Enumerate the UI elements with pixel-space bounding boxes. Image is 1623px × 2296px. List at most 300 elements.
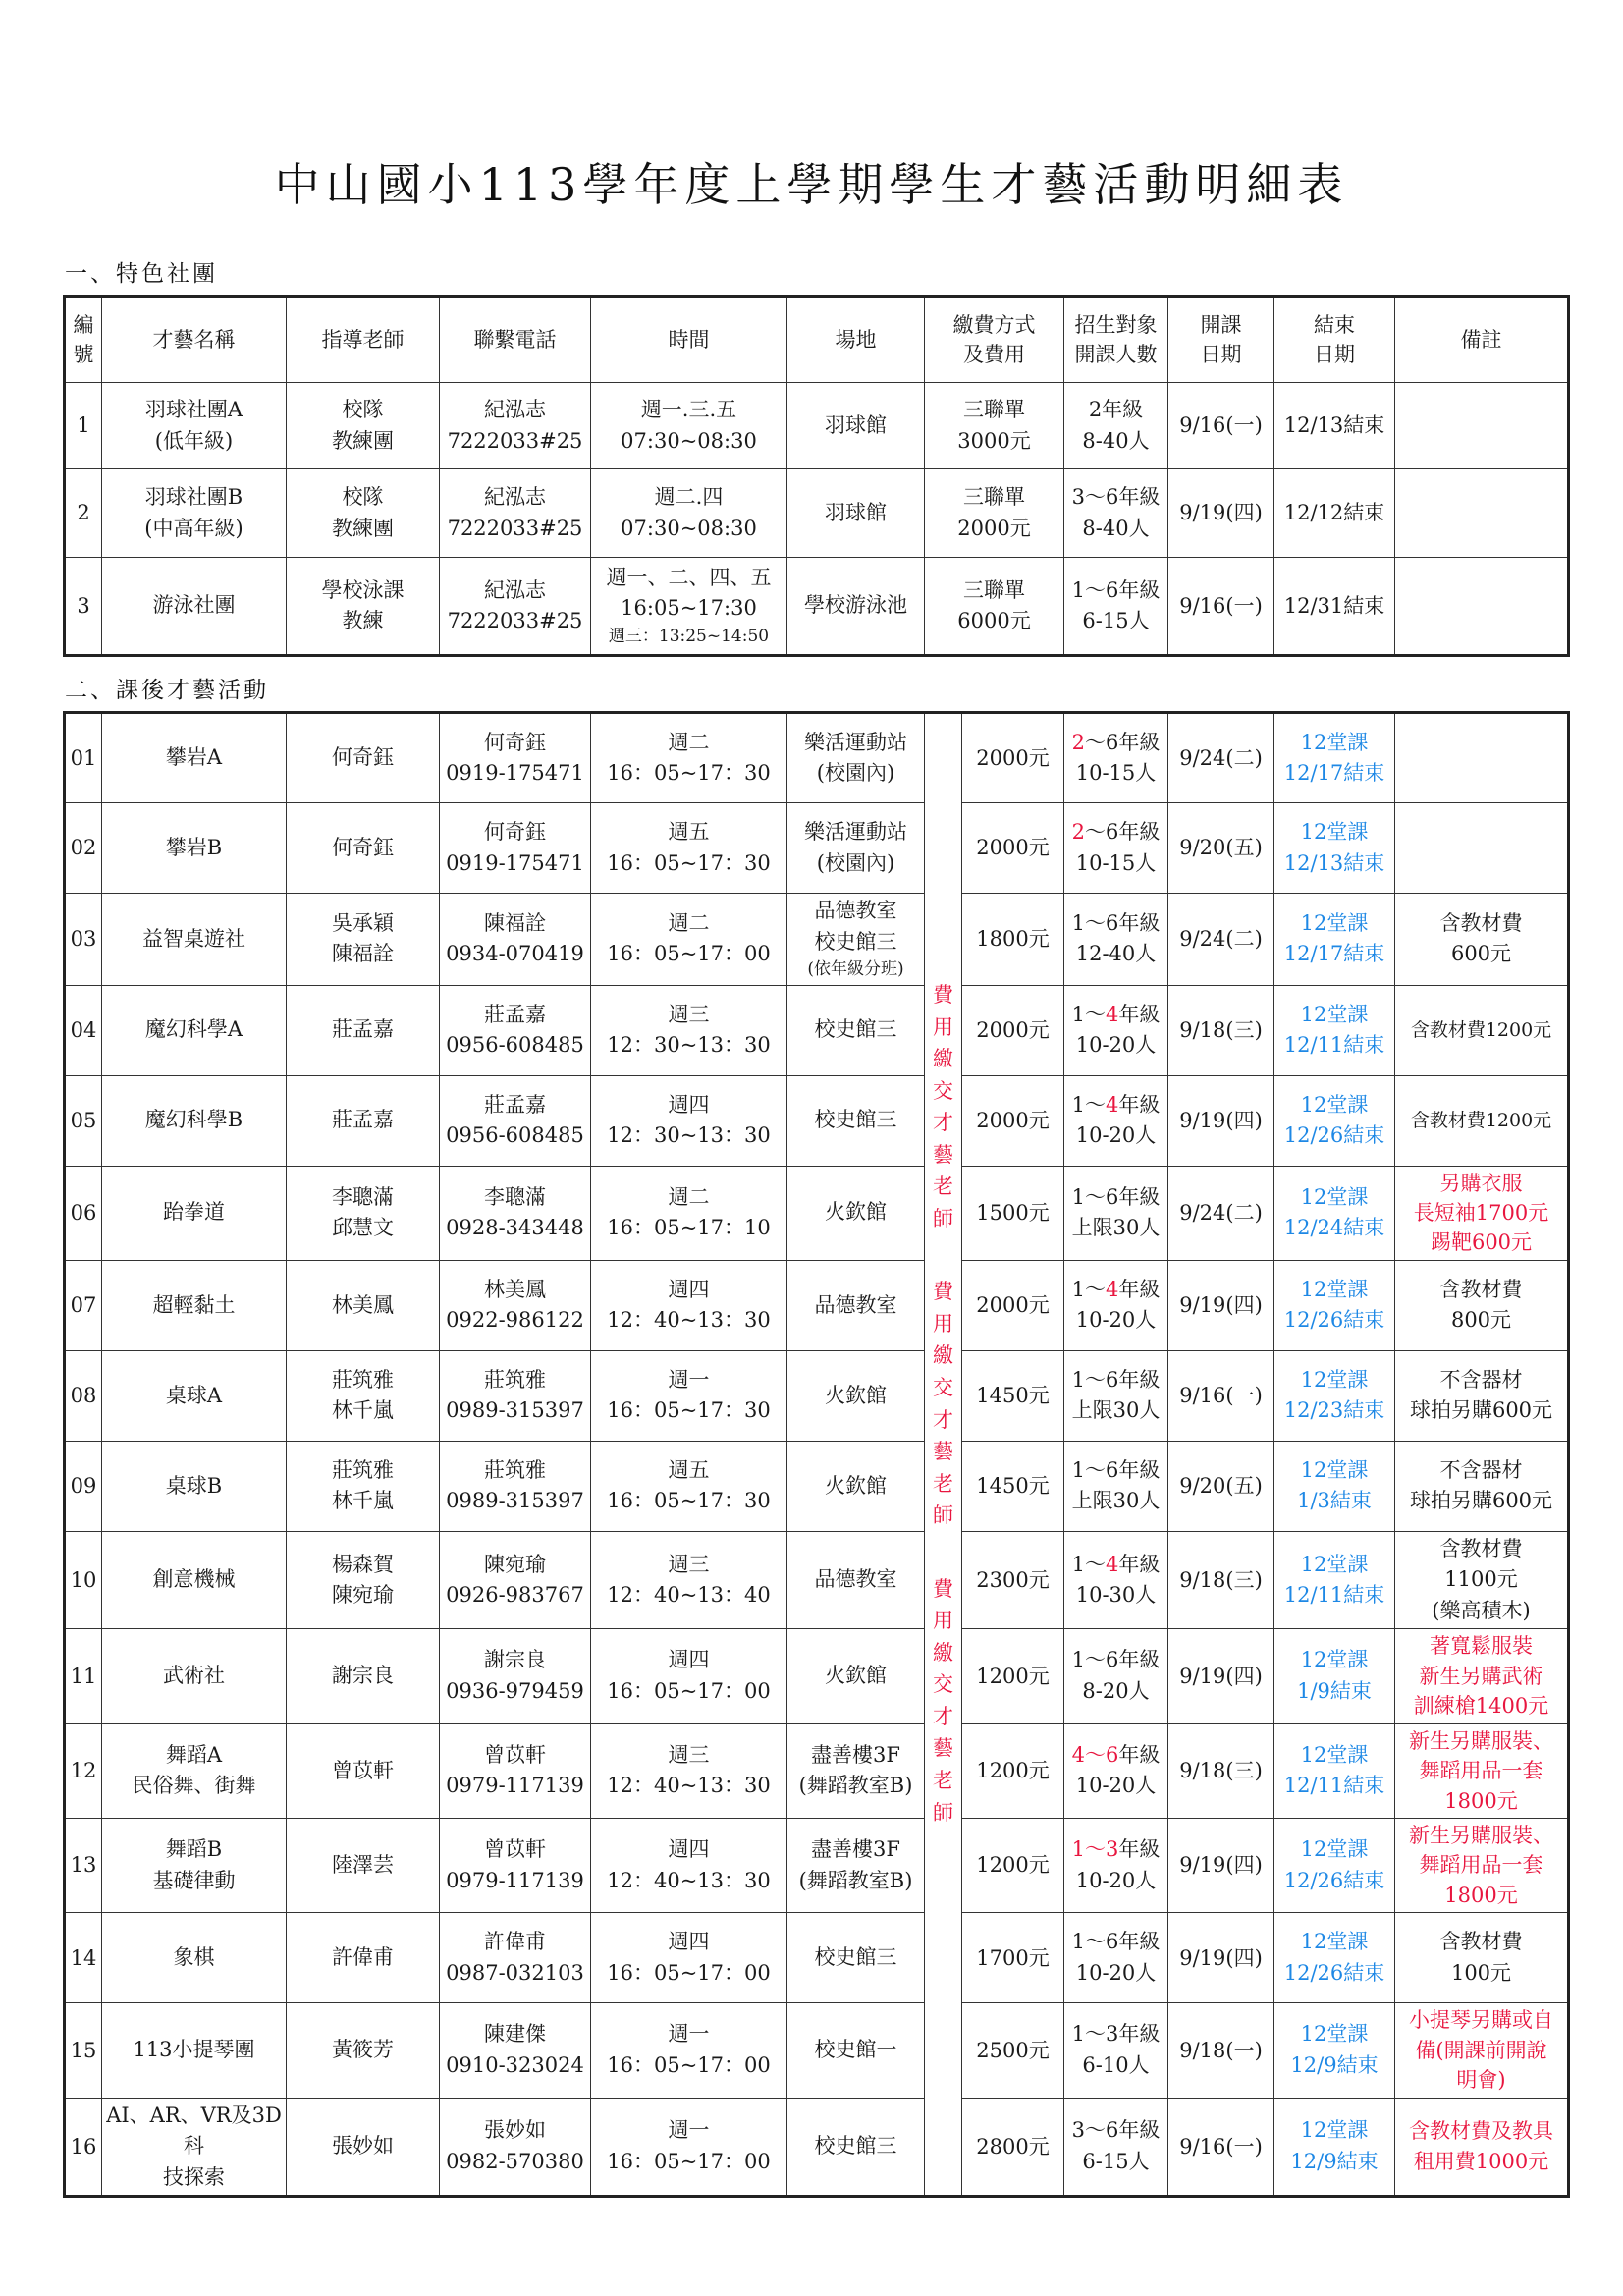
target-grade [1068, 1182, 1163, 1214]
cell-line: 羽球社團A [144, 398, 243, 421]
cell-phone [440, 894, 591, 986]
cell-line: 技探索 [163, 2164, 225, 2189]
activity-row [65, 1629, 1569, 1723]
cell-end: 12/31結束 [1274, 558, 1395, 656]
cell-line: 三聯單 [963, 398, 1025, 421]
target-count: 10-20人 [1075, 1033, 1157, 1057]
cell-teacher [287, 1350, 440, 1441]
cell-time [591, 803, 787, 894]
cell-line: 三聯單 [963, 577, 1025, 602]
cell-line: (校園內) [816, 850, 895, 875]
cell-target [1064, 803, 1168, 894]
cell-line: (舞蹈教室B) [798, 1868, 913, 1892]
activity-row [65, 1441, 1569, 1531]
cell-phone [440, 985, 591, 1075]
vertical-char: 老 [933, 1175, 953, 1199]
cell-line: 0926-983767 [446, 1583, 584, 1608]
cell-fee: 1450元 [962, 1350, 1064, 1441]
cell-target [1064, 1818, 1168, 1912]
cell-fee: 2000元 [962, 713, 1064, 803]
cell-line: (低年級) [154, 428, 234, 453]
cell-fee: 1450元 [962, 1441, 1064, 1531]
cell-teacher [287, 1629, 440, 1723]
cell-place [787, 1723, 925, 1818]
lesson-count: 12堂課 [1300, 910, 1369, 935]
cell-teacher [287, 1723, 440, 1818]
cell-time [591, 894, 787, 986]
row-number: 08 [65, 1350, 102, 1441]
cell-line: 開課人數 [1074, 343, 1158, 366]
cell-phone [440, 1350, 591, 1441]
cell-line: 益智桌遊社 [142, 926, 245, 951]
cell-line: 週五 [668, 820, 710, 844]
target-grade-rest: 1～6年級 [1071, 1648, 1161, 1672]
cell-end [1274, 1350, 1395, 1441]
cell-teacher [287, 985, 440, 1075]
target-count: 6-15人 [1082, 2149, 1150, 2173]
cell-name [102, 383, 287, 469]
lesson-count: 12堂課 [1300, 1367, 1369, 1392]
cell-line: 球拍另購600元 [1409, 1398, 1553, 1423]
cell-line: 舞蹈B [165, 1837, 223, 1862]
cell-place [787, 894, 925, 986]
cell-teacher [287, 383, 440, 469]
activity-row [65, 1350, 1569, 1441]
cell-line: 16：05~17：30 [607, 850, 771, 875]
cell-line: 0936-979459 [446, 1678, 584, 1703]
row-number: 2 [65, 469, 102, 558]
lesson-count: 12堂課 [1300, 1648, 1369, 1672]
target-grade-highlight: 4 [1106, 1002, 1119, 1026]
row-number: 12 [65, 1723, 102, 1818]
cell-line: 舞蹈A [165, 1742, 223, 1767]
target-grade [1068, 1000, 1163, 1031]
cell-line: 週一 [668, 2022, 710, 2047]
lesson-count: 12堂課 [1300, 820, 1369, 844]
cell-line: 16：05~17：00 [607, 2149, 771, 2173]
row-number: 14 [65, 1913, 102, 2003]
cell-line: 長短袖1700元 [1413, 1200, 1549, 1225]
header-time: 時間 [591, 297, 787, 383]
cell-end [1274, 1441, 1395, 1531]
cell-place [787, 985, 925, 1075]
target-grade [1068, 1927, 1163, 1958]
cell-note [1395, 1350, 1569, 1441]
target-grade-rest: ～6年級 [1085, 730, 1161, 754]
cell-fee: 1200元 [962, 1723, 1064, 1818]
lesson-count: 12堂課 [1300, 1002, 1369, 1026]
cell-line: 學校游泳池 [804, 593, 907, 618]
cell-line: 含教材費 [1439, 1930, 1523, 1954]
vertical-char: 師 [933, 1503, 953, 1528]
target-count: 10-20人 [1075, 1868, 1157, 1892]
cell-start: 9/19(四) [1168, 1075, 1274, 1166]
cell-line: 日期 [1314, 343, 1355, 366]
cell-place [787, 1441, 925, 1531]
cell-line: 不含器材 [1439, 1457, 1523, 1482]
vertical-char: 才 [933, 1407, 953, 1432]
cell-line: 魔幻科學B [144, 1108, 243, 1132]
cell-target [1064, 894, 1168, 986]
cell-line: 0919-175471 [446, 761, 584, 785]
end-date: 12/23結束 [1283, 1398, 1385, 1423]
cell-line: 0956-608485 [446, 1123, 584, 1147]
cell-line: 羽球社團B [144, 485, 243, 509]
cell-line: 12：40~13：40 [607, 1583, 771, 1608]
cell-line: 號 [73, 343, 94, 366]
row-number: 01 [65, 713, 102, 803]
activity-row [65, 1818, 1569, 1912]
row-number: 16 [65, 2098, 102, 2197]
cell-line: 莊孟嘉 [332, 1108, 394, 1132]
cell-start: 9/19(四) [1168, 469, 1274, 558]
cell-line: 含教材費 [1439, 1536, 1523, 1560]
cell-note [1395, 713, 1569, 803]
cell-line: 日期 [1200, 343, 1242, 366]
cell-teacher [287, 1075, 440, 1166]
cell-line: 16：05~17：30 [607, 1489, 771, 1513]
cell-line: 許偉甫 [484, 1930, 546, 1954]
cell-line: 吳承穎 [332, 910, 394, 935]
cell-time [591, 1260, 787, 1350]
cell-line: 校史館三 [814, 1017, 897, 1042]
cell-line: 楊森賀 [332, 1552, 394, 1576]
target-grade-highlight: 4 [1106, 1092, 1119, 1117]
row-number: 3 [65, 558, 102, 656]
cell-line: 6000元 [957, 609, 1031, 632]
header-row [65, 297, 1569, 383]
vertical-char: 藝 [933, 1142, 953, 1167]
cell-end: 12/13結束 [1274, 383, 1395, 469]
cell-line: 樂活運動站 [804, 730, 907, 754]
cell-name [102, 1531, 287, 1629]
cell-note [1395, 1531, 1569, 1629]
target-grade-rest: ～6年級 [1085, 820, 1161, 844]
cell-line: 樂活運動站 [804, 820, 907, 844]
end-date: 12/11結束 [1283, 1033, 1385, 1057]
cell-line: 品德教室 [814, 899, 897, 922]
cell-line: 週四 [668, 1648, 710, 1672]
cell-fee: 1200元 [962, 1629, 1064, 1723]
cell-end [1274, 1913, 1395, 2003]
cell-line: 跆拳道 [163, 1200, 225, 1225]
target-grade-highlight: 1～3 [1071, 1837, 1119, 1862]
cell-end [1274, 1166, 1395, 1260]
cell-teacher [287, 894, 440, 986]
target-grade [1068, 1455, 1163, 1487]
cell-line: 訓練槍1400元 [1413, 1694, 1549, 1719]
cell-teacher [287, 469, 440, 558]
cell-end [1274, 2098, 1395, 2197]
cell-name [102, 1075, 287, 1166]
target-count: 8-20人 [1082, 1678, 1150, 1703]
cell-line: 12：30~13：30 [607, 1033, 771, 1057]
cell-line: 0919-175471 [446, 850, 584, 875]
cell-line: 週一.三.五 [640, 398, 737, 421]
cell-fee: 1200元 [962, 1818, 1064, 1912]
cell-line: 12：40~13：30 [607, 1774, 771, 1798]
lesson-count: 12堂課 [1300, 1552, 1369, 1576]
cell-note [1395, 1075, 1569, 1166]
activity-row [65, 985, 1569, 1075]
cell-start: 9/24(二) [1168, 713, 1274, 803]
header-name: 才藝名稱 [102, 297, 287, 383]
cell-place [787, 1913, 925, 2003]
cell-line: 週三：13:25~14:50 [608, 626, 770, 646]
cell-line: 16:05~17:30 [621, 596, 757, 621]
cell-name [102, 1260, 287, 1350]
cell-line: 何奇鈺 [332, 835, 394, 859]
cell-start: 9/18(三) [1168, 1723, 1274, 1818]
cell-line: 校史館三 [814, 1108, 897, 1132]
cell-line: 113小提琴團 [133, 2038, 255, 2062]
cell-teacher [287, 558, 440, 656]
target-grade [1068, 1740, 1163, 1772]
cell-target [1064, 985, 1168, 1075]
cell-line: 週二 [668, 1184, 710, 1209]
cell-line: 週二 [668, 730, 710, 754]
cell-place [787, 2003, 925, 2098]
cell-target [1064, 1075, 1168, 1166]
cell-name [102, 558, 287, 656]
cell-phone [440, 1075, 591, 1166]
cell-name [102, 1913, 287, 2003]
cell-teacher [287, 1260, 440, 1350]
cell-line: 含教材費 [1439, 910, 1523, 935]
cell-phone [440, 2003, 591, 2098]
cell-time [591, 1441, 787, 1531]
vertical-char: 用 [933, 1311, 953, 1336]
cell-phone [440, 1441, 591, 1531]
end-date: 1/3結束 [1297, 1489, 1372, 1513]
target-count: 上限30人 [1071, 1216, 1161, 1240]
cell-line: 球拍另購600元 [1409, 1489, 1553, 1513]
cell-phone [440, 383, 591, 469]
cell-line: 0987-032103 [446, 1960, 584, 1985]
cell-line: 2000元 [957, 516, 1031, 540]
cell-name [102, 1441, 287, 1531]
page-title: 中山國小113學年度上學期學生才藝活動明細表 [274, 158, 1349, 211]
cell-target [1064, 1441, 1168, 1531]
cell-note [1395, 1441, 1569, 1531]
cell-end [1274, 1531, 1395, 1629]
vertical-char: 費 [933, 983, 953, 1007]
cell-name [102, 1350, 287, 1441]
cell-line: 紀泓志 [484, 485, 546, 509]
cell-name [102, 985, 287, 1075]
cell-line: 桌球B [165, 1473, 223, 1498]
cell-end [1274, 1723, 1395, 1818]
vertical-char: 藝 [933, 1736, 953, 1761]
cell-name [102, 1723, 287, 1818]
cell-start: 9/20(五) [1168, 1441, 1274, 1531]
vertical-char: 師 [933, 1206, 953, 1230]
cell-fee: 2500元 [962, 2003, 1064, 2098]
cell-line: 含教材費1200元 [1410, 1109, 1552, 1131]
cell-phone [440, 1531, 591, 1629]
cell-line: 編 [73, 312, 94, 337]
cell-fee: 1800元 [962, 894, 1064, 986]
cell-target [1064, 1629, 1168, 1723]
cell-line: 含教材費1200元 [1410, 1018, 1552, 1041]
activity-row [65, 2098, 1569, 2197]
cell-line: 三聯單 [963, 485, 1025, 509]
cell-target [1064, 2098, 1168, 2197]
end-date: 12/9結束 [1290, 2149, 1379, 2173]
cell-line: 攀岩B [165, 835, 223, 859]
end-date: 12/9結束 [1290, 2052, 1379, 2077]
row-number: 15 [65, 2003, 102, 2098]
cell-start: 9/19(四) [1168, 1629, 1274, 1723]
cell-place [787, 469, 925, 558]
target-grade [1068, 1550, 1163, 1581]
cell-line: 盡善樓3F [811, 1837, 900, 1862]
row-number: 05 [65, 1075, 102, 1166]
cell-place [787, 1350, 925, 1441]
lesson-count: 12堂課 [1300, 1457, 1369, 1482]
cell-note [1395, 1723, 1569, 1818]
cell-line: 陸澤芸 [332, 1852, 394, 1877]
cell-line: 12：40~13：30 [607, 1868, 771, 1892]
cell-line: 7222033#25 [447, 609, 583, 632]
cell-line: 週五 [668, 1457, 710, 1482]
vertical-payment-note [925, 713, 962, 2197]
cell-line: 莊筑雅 [484, 1367, 546, 1392]
target-count: 10-30人 [1075, 1583, 1157, 1608]
vertical-char: 交 [933, 1672, 953, 1697]
target-grade-rest: 年級 [1118, 1092, 1161, 1117]
cell-start: 9/16(一) [1168, 558, 1274, 656]
cell-start: 9/16(一) [1168, 1350, 1274, 1441]
cell-end [1274, 985, 1395, 1075]
cell-target [1064, 1166, 1168, 1260]
cell-phone [440, 803, 591, 894]
cell-name [102, 894, 287, 986]
vertical-char: 老 [933, 1471, 953, 1496]
activity-row [65, 1913, 1569, 2003]
cell-target [1064, 713, 1168, 803]
activity-row [65, 894, 1569, 986]
cell-time [591, 2003, 787, 2098]
cell-line: 林千嵐 [332, 1398, 394, 1423]
cell-line: 踢靶600元 [1430, 1230, 1533, 1255]
cell-line: 基礎律動 [152, 1868, 236, 1892]
cell-line: 羽球館 [825, 500, 887, 524]
target-grade [1068, 2019, 1163, 2050]
vertical-char: 交 [933, 1376, 953, 1400]
cell-line: 超輕黏土 [152, 1292, 236, 1317]
cell-name [102, 469, 287, 558]
cell-fee: 1700元 [962, 1913, 1064, 2003]
row-number: 03 [65, 894, 102, 986]
cell-line: 0910-323024 [446, 2052, 584, 2077]
cell-note [1395, 1260, 1569, 1350]
cell-phone [440, 713, 591, 803]
vertical-char: 用 [933, 1609, 953, 1633]
cell-line: 新生另購武術 [1419, 1664, 1543, 1688]
cell-note [1395, 1913, 1569, 2003]
cell-line: 1～6年級 [1071, 577, 1161, 602]
end-date: 12/26結束 [1283, 1123, 1385, 1147]
cell-time [591, 985, 787, 1075]
row-number: 06 [65, 1166, 102, 1260]
cell-fee: 1500元 [962, 1166, 1064, 1260]
cell-line: 100元 [1450, 1960, 1512, 1985]
cell-line: 火欽館 [825, 1383, 887, 1407]
cell-end [1274, 2003, 1395, 2098]
cell-line: 小提琴另購或自 [1409, 2008, 1553, 2033]
cell-name [102, 1629, 287, 1723]
cell-line: 1100元 [1444, 1567, 1518, 1592]
cell-line: 另購衣服 [1439, 1171, 1523, 1195]
end-date: 12/26結束 [1283, 1868, 1385, 1892]
cell-line: 7222033#25 [447, 428, 583, 453]
cell-line: 何奇鈺 [332, 745, 394, 770]
cell-end [1274, 1260, 1395, 1350]
end-date: 12/17結束 [1283, 942, 1385, 966]
cell-phone [440, 1629, 591, 1723]
target-count: 上限30人 [1071, 1398, 1161, 1423]
header-end [1274, 297, 1395, 383]
section-heading-clubs: 一、特色社團 [65, 261, 218, 287]
cell-line: 火欽館 [825, 1473, 887, 1498]
cell-line: 校史館三 [814, 2134, 897, 2159]
cell-target [1064, 1531, 1168, 1629]
lesson-count: 12堂課 [1300, 1742, 1369, 1767]
target-count: 10-15人 [1075, 761, 1157, 785]
target-grade-highlight: 2 [1071, 730, 1085, 754]
header-place: 場地 [787, 297, 925, 383]
cell-line: (中高年級) [144, 516, 243, 540]
cell-phone [440, 469, 591, 558]
cell-line: 莊筑雅 [484, 1457, 546, 1482]
cell-line: 不含器材 [1439, 1367, 1523, 1392]
cell-place [787, 2098, 925, 2197]
cell-line: 羽球館 [825, 412, 887, 437]
cell-line: 火欽館 [825, 1200, 887, 1225]
cell-line: 2年級 [1088, 398, 1144, 421]
cell-fee: 2000元 [962, 1075, 1064, 1166]
cell-line: 曾苡軒 [484, 1837, 546, 1862]
cell-time [591, 1818, 787, 1912]
cell-phone [440, 1818, 591, 1912]
cell-line: 結束 [1314, 312, 1355, 337]
cell-line: 1800元 [1444, 1883, 1518, 1907]
cell-teacher [287, 1913, 440, 2003]
target-grade-prefix: 1～ [1071, 1277, 1106, 1301]
cell-note [1395, 469, 1569, 558]
end-date: 12/11結束 [1283, 1583, 1385, 1608]
cell-line: 明會) [1456, 2068, 1506, 2093]
lesson-count: 12堂課 [1300, 1837, 1369, 1862]
cell-line: 16：05~17：30 [607, 1398, 771, 1423]
cell-place [787, 383, 925, 469]
cell-line: 謝宗良 [484, 1648, 546, 1672]
cell-start: 9/24(二) [1168, 1166, 1274, 1260]
cell-teacher [287, 713, 440, 803]
target-grade-rest: 1～6年級 [1071, 1184, 1161, 1209]
cell-place [787, 803, 925, 894]
cell-line: 新生另購服裝、 [1409, 1823, 1553, 1847]
cell-target [1064, 1350, 1168, 1441]
target-grade-rest: 1～6年級 [1071, 910, 1161, 935]
cell-end [1274, 1075, 1395, 1166]
after-school-table [63, 711, 1570, 2198]
target-grade-highlight: 4～6 [1071, 1742, 1119, 1767]
vertical-char: 用 [933, 1014, 953, 1039]
cell-end [1274, 803, 1395, 894]
cell-name [102, 713, 287, 803]
